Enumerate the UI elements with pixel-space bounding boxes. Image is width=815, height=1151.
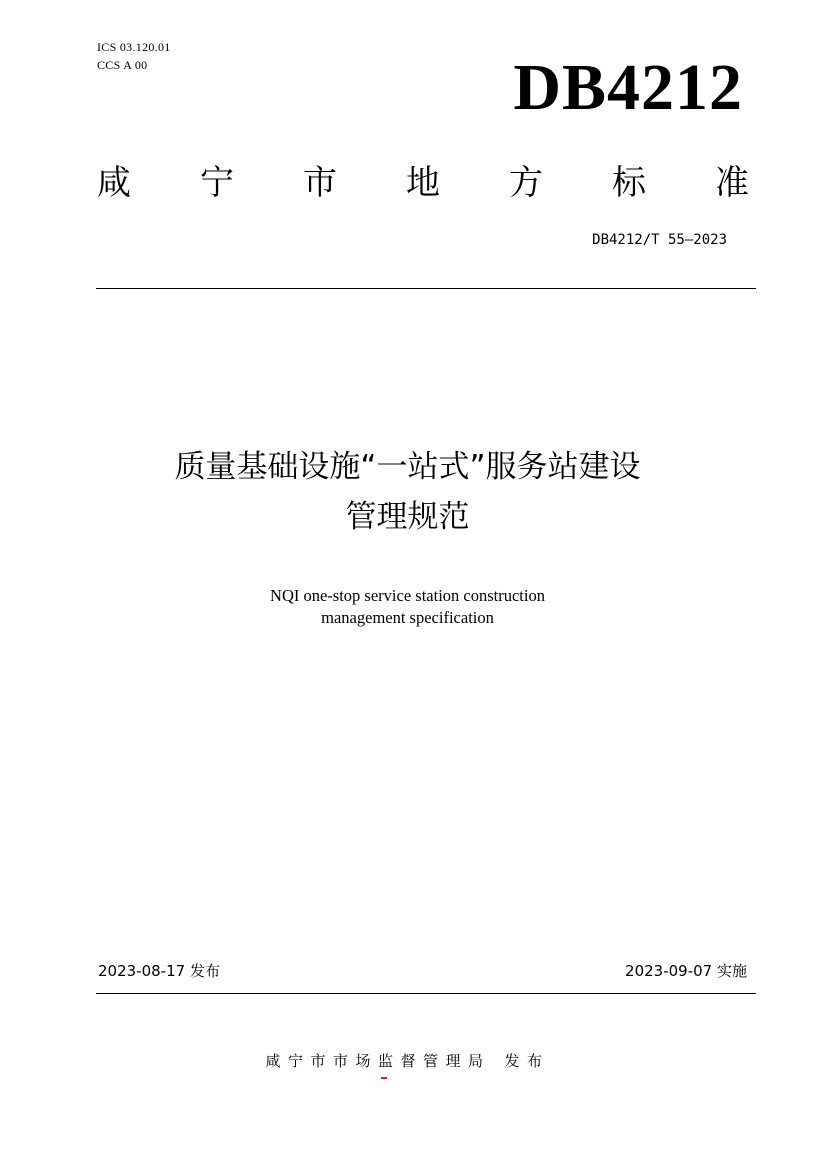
- effective-date: 2023-09-07 实施: [625, 962, 747, 980]
- standard-type-char: 咸: [97, 163, 131, 203]
- issue-date: 2023-08-17 发布: [98, 962, 220, 980]
- red-mark: [381, 1077, 387, 1079]
- standard-type-char: 市: [303, 163, 337, 203]
- title-english-line-1: NQI one-stop service station construction: [270, 586, 545, 605]
- standard-type-char: 地: [406, 163, 440, 203]
- title-chinese-line-1: 质量基础设施“一站式”服务站建设: [174, 449, 641, 485]
- title-english-line-2: management specification: [321, 608, 494, 627]
- top-divider: [96, 288, 756, 289]
- issuer-name: 咸宁市市场监督管理局: [265, 1052, 491, 1070]
- standard-code: DB4212: [513, 51, 743, 124]
- standard-type-title: [97, 160, 749, 206]
- issuer-action: 发布: [504, 1052, 550, 1070]
- issuer-line: [0, 1050, 815, 1072]
- ics-code: ICS 03.120.01: [97, 40, 171, 54]
- standard-number: DB4212/T 55—2023: [592, 232, 727, 248]
- ccs-code: CCS A 00: [97, 58, 148, 72]
- title-chinese-line-2: 管理规范: [345, 499, 470, 535]
- standard-type-char: 宁: [200, 163, 234, 203]
- standard-type-char: 准: [715, 163, 749, 203]
- bottom-divider: [96, 993, 756, 994]
- standard-type-char: 方: [509, 163, 543, 203]
- standard-type-char: 标: [612, 163, 646, 203]
